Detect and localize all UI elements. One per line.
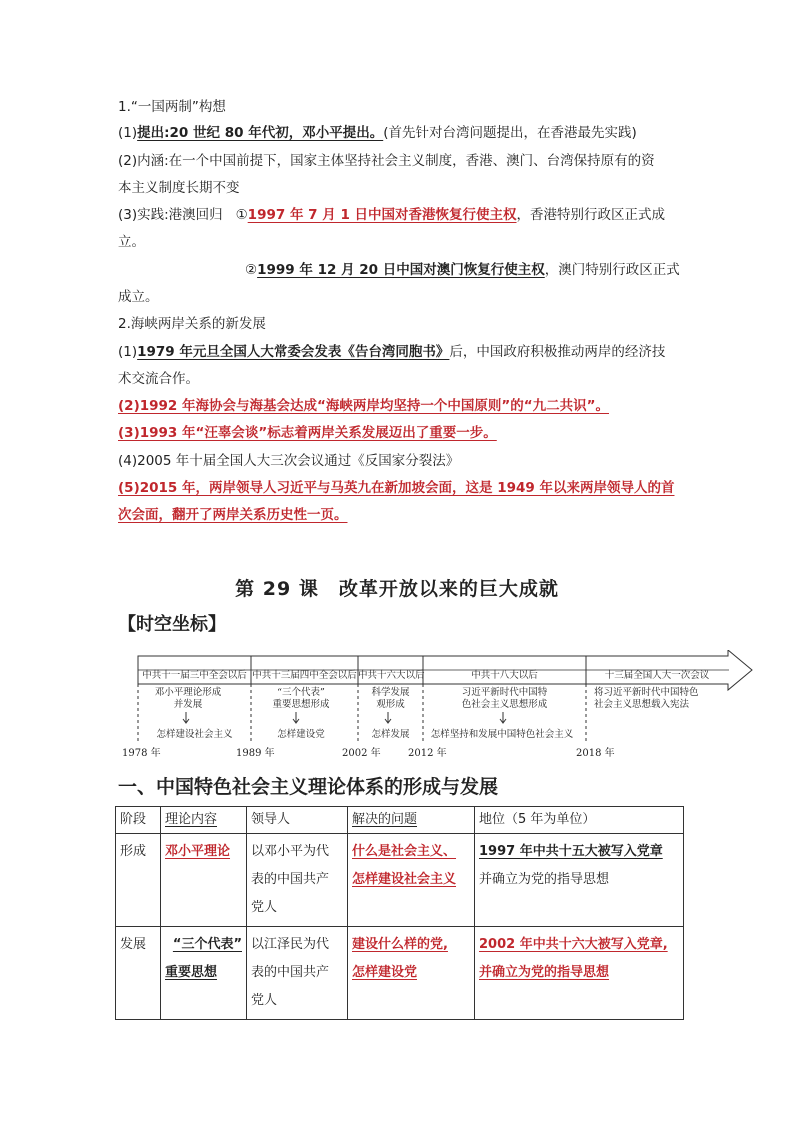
mo-event: 1999 年 12 月 20 日中国对澳门恢复行使主权 (257, 262, 545, 278)
item-label: (1) (118, 125, 138, 141)
theory-line: 观形成 (376, 699, 405, 710)
table-row (116, 927, 684, 1020)
period-label: 十三届全国人大一次会议 (604, 670, 710, 681)
theory-label (138, 687, 238, 711)
theory-line: 习近平新时代中国特 (461, 687, 548, 698)
theory-line: 色社会主义思想形成 (461, 699, 548, 710)
period-label: 中共十六大以后 (358, 670, 425, 681)
stage-cell: 形成 (116, 834, 161, 927)
theory-label (423, 687, 586, 711)
theory-line: 社会主义思想载入宪法 (594, 699, 690, 710)
header-theory-text: 理论内容 (165, 812, 218, 827)
mo-marker: ② (245, 262, 258, 278)
leader-line: 以邓小平为代 (251, 844, 330, 859)
theory-table (115, 806, 684, 1020)
theory-line: 重要思想 (165, 965, 218, 980)
down-arrow-icon (293, 712, 299, 723)
section2-item5-line1: (5)2015 年，两岸领导人习近平与马英九在新加坡会面，这是 1949 年以来两岸领导人的首 (118, 480, 675, 496)
theory-cell (161, 927, 247, 1020)
table-row (116, 834, 684, 927)
leader-line: 以江泽民为代 (251, 937, 330, 952)
status-line: 1997 年中共十五大被写入党章 (479, 844, 663, 859)
theory-label (251, 687, 351, 711)
section2-heading: 2.海峡两岸关系的新发展 (118, 316, 266, 332)
theory-line: “三个代表” (172, 937, 242, 952)
down-arrow-icon (500, 712, 506, 723)
year-label: 2012 年 (408, 748, 447, 759)
theory-line: 重要思想形成 (272, 699, 330, 710)
year-label: 2018 年 (576, 748, 615, 759)
lesson-title: 第 29 课 改革开放以来的巨大成就 (235, 578, 559, 600)
section1-item3-hk (118, 205, 665, 225)
period-label: 中共十八大以后 (471, 670, 538, 681)
leader-line: 党人 (251, 900, 278, 915)
theory-label (594, 687, 754, 711)
header-theory (161, 807, 247, 834)
header-status: 地位（5 年为单位） (475, 807, 684, 834)
theory-cell (161, 834, 247, 927)
question-label: 怎样发展 (371, 729, 410, 740)
leader-line: 表的中国共产 (251, 965, 330, 980)
mo-tail: ，澳门特别行政区正式 (544, 262, 680, 278)
practice-prefix: 实践:港澳回归 (137, 207, 223, 223)
problem-line: 建设什么样的党, (352, 937, 448, 952)
theory-line: 邓小平理论形成 (154, 687, 222, 698)
leader-cell (247, 927, 348, 1020)
section1-item3-hk-line2: 立。 (118, 234, 145, 250)
question-label: 怎样坚持和发展中国特色社会主义 (430, 729, 574, 740)
theory-text: 邓小平理论 (165, 844, 231, 859)
period-label: 中共十一届三中全会以后 (142, 670, 247, 681)
theory-line: “三个代表” (277, 687, 325, 698)
problem-line: 怎样建设党 (352, 965, 418, 980)
item-label: (2) (118, 153, 138, 169)
leader-line: 表的中国共产 (251, 872, 330, 887)
letter-tail: 后，中国政府积极推动两岸的经济技 (449, 344, 666, 360)
status-cell (475, 927, 684, 1020)
problem-cell (348, 834, 475, 927)
header-leader: 领导人 (247, 807, 348, 834)
section1-item3-mo (245, 260, 680, 280)
year-label: 1989 年 (236, 748, 275, 759)
section2-item1-line2: 术交流合作。 (118, 371, 199, 387)
section1-item1 (118, 123, 637, 143)
section2-item3: (3)1993 年“汪辜会谈”标志着两岸关系发展迈出了重要一步。 (118, 425, 497, 441)
letter-event: 1979 年元旦全国人大常委会发表《告台湾同胞书》 (137, 344, 450, 360)
leader-line: 党人 (251, 993, 278, 1008)
down-arrow-icon (385, 712, 391, 723)
status-cell (475, 834, 684, 927)
year-label: 1978 年 (122, 748, 161, 759)
section1-item2-line2: 本主义制度长期不变 (118, 180, 240, 196)
header-stage: 阶段 (116, 807, 161, 834)
section1-heading: 1.“一国两制”构想 (118, 99, 226, 115)
header-problem-text: 解决的问题 (352, 812, 418, 827)
hk-tail: ，香港特别行政区正式成 (516, 207, 666, 223)
hk-marker: ① (235, 207, 248, 223)
section2-item5-line2: 次会面，翻开了两岸关系历史性一页。 (118, 507, 348, 523)
big-heading: 一、中国特色社会主义理论体系的形成与发展 (118, 776, 499, 798)
status-line: 并确立为党的指导思想 (479, 872, 610, 887)
theory-line: 并发展 (173, 699, 203, 710)
section2-item4: (4)2005 年十届全国人大三次会议通过《反国家分裂法》 (118, 453, 460, 469)
section1-item2-line1 (118, 151, 655, 171)
proposal-text: 提出:20 世纪 80 年代初，邓小平提出。 (137, 125, 384, 141)
problem-line: 怎样建设社会主义 (352, 872, 457, 887)
down-arrow-icon (183, 712, 189, 723)
problem-line: 什么是社会主义、 (352, 844, 457, 859)
status-line: 并确立为党的指导思想 (479, 965, 610, 980)
table-header-row (116, 807, 684, 834)
section2-item2: (2)1992 年海协会与海基会达成“海峡两岸均坚持一个中国原则”的“九二共识”。 (118, 398, 609, 414)
theory-line: 科学发展 (371, 687, 410, 698)
leader-cell (247, 834, 348, 927)
question-label: 怎样建设党 (277, 729, 325, 740)
status-line: 2002 年中共十六大被写入党章, (479, 937, 668, 952)
section2-item1 (118, 342, 665, 362)
item-label: (3) (118, 207, 138, 223)
meaning-text: 内涵:在一个中国前提下，国家主体坚持社会主义制度，香港、澳门、台湾保持原有的资 (137, 153, 655, 169)
problem-cell (348, 927, 475, 1020)
theory-line: 将习近平新时代中国特色 (594, 687, 699, 698)
stage-cell: 发展 (116, 927, 161, 1020)
header-problem (348, 807, 475, 834)
period-label: 中共十三届四中全会以后 (252, 670, 357, 681)
timeline (118, 650, 758, 760)
hk-event: 1997 年 7 月 1 日中国对香港恢复行使主权 (247, 207, 517, 223)
theory-label (358, 687, 423, 711)
question-label: 怎样建设社会主义 (156, 729, 233, 740)
section1-item3-mo-line2: 成立。 (118, 289, 159, 305)
item-label: (1) (118, 344, 138, 360)
year-label: 2002 年 (342, 748, 381, 759)
spacetime-label: 【时空坐标】 (118, 614, 226, 635)
proposal-note: (首先针对台湾问题提出，在香港最先实践) (383, 125, 637, 141)
